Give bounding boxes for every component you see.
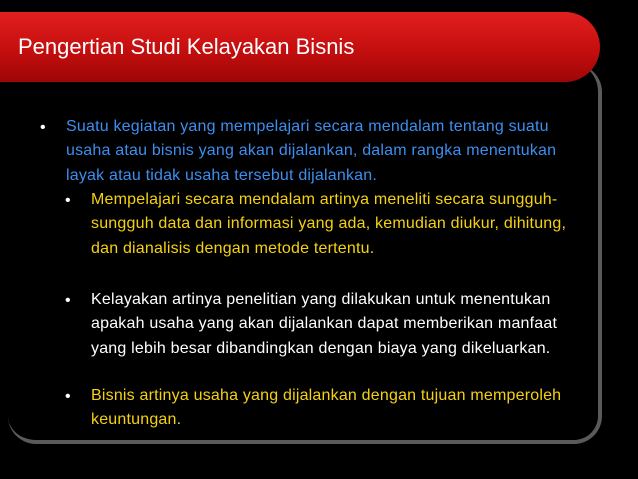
sub-bullet-text-bisnis: Bisnis artinya usaha yang dijalankan dengan tujuan memperoleh keuntungan. [91, 387, 562, 429]
sub-bullet-item-bisnis [65, 384, 595, 433]
sub-bullet-text-kelayakan: Kelayakan artinya penelitian yang dilakukan untuk menentukan apakah usaha yang akan dijalankan dapat memberikan manfaat yang lebih besar dibandingkan dengan biaya yang dikeluarkan. [91, 291, 558, 357]
bullet-marker: • [65, 292, 71, 309]
slide-title: Pengertian Studi Kelayakan Bisnis [18, 34, 355, 59]
bullet-marker: • [40, 119, 46, 136]
sub-bullet-item-kelayakan [65, 288, 595, 361]
bullet-marker: • [65, 388, 71, 405]
bullet-marker: • [65, 192, 71, 209]
sub-bullet-item-mempelajari [65, 188, 595, 261]
sub-bullet-text-mempelajari: Mempelajari secara mendalam artinya meneliti secara sungguh-sungguh data dan informasi yang ada, kemudian diukur, dihitung, dan dianalisis dengan metode tertentu. [91, 191, 567, 257]
bullet-item-main [40, 115, 600, 188]
bullet-text-main: Suatu kegiatan yang mempelajari secara mendalam tentang suatu usaha atau bisnis yang akan dijalankan, dalam rangka menentukan layak atau tidak usaha tersebut dijalankan. [66, 118, 557, 184]
